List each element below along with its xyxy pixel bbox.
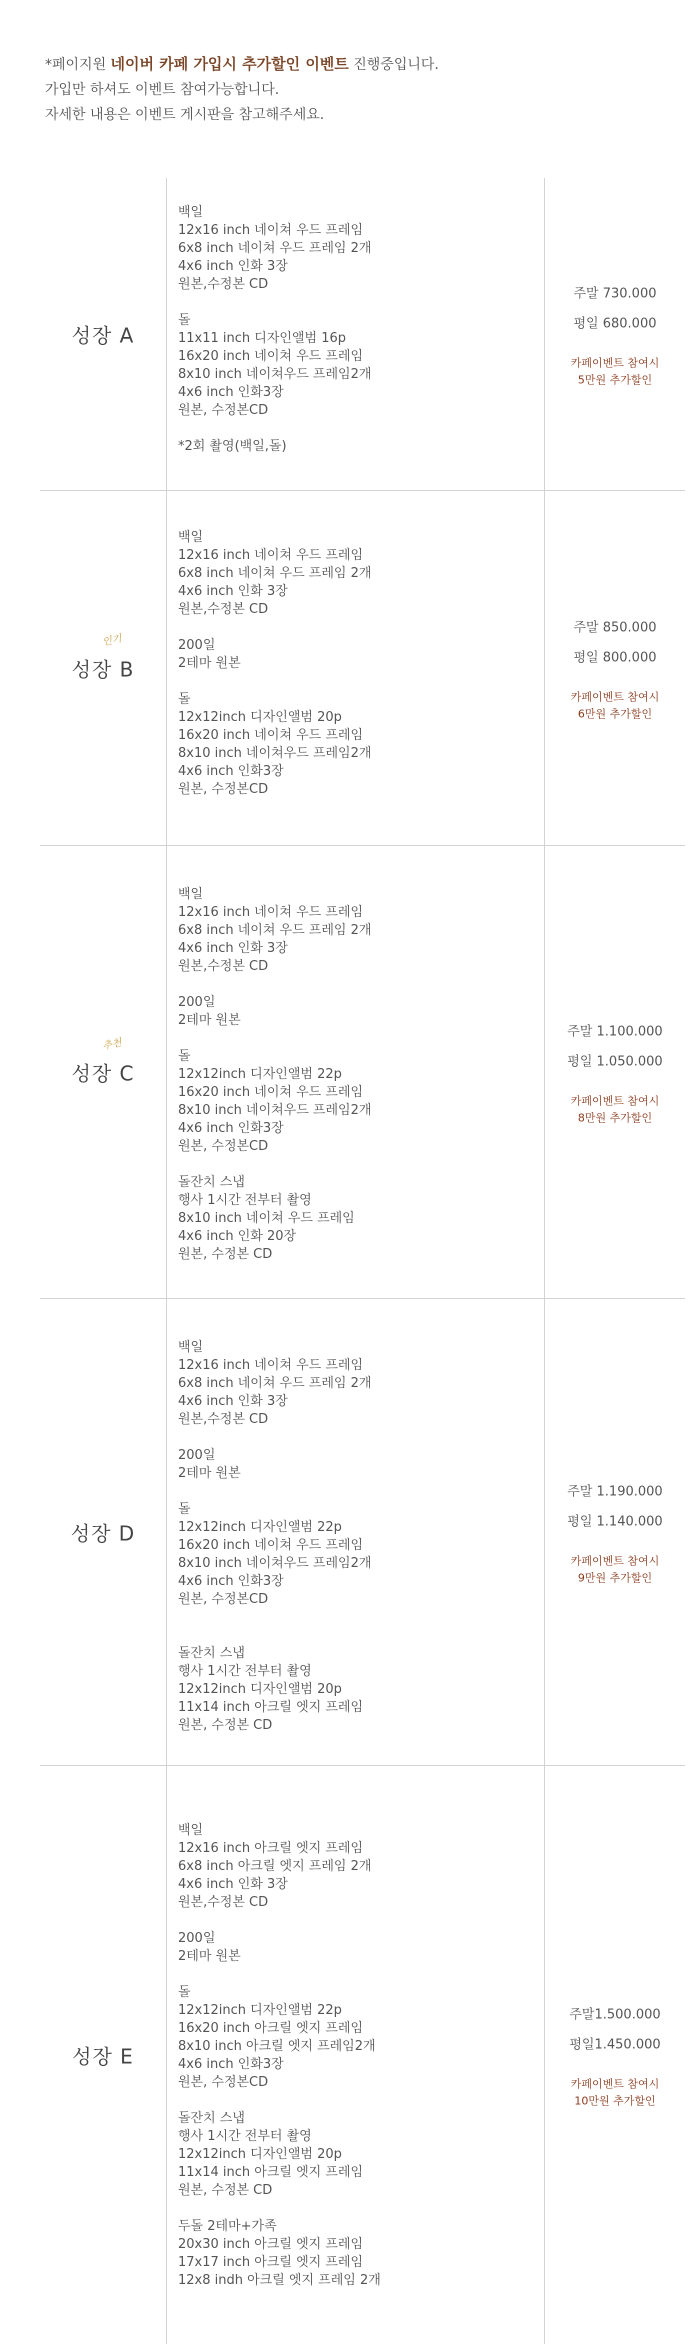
- detail-line: 4x6 inch 인화 3장: [178, 259, 288, 274]
- detail-line: 12x12inch 디자인앨범 22p: [178, 2003, 342, 2018]
- cafe-discount: [545, 355, 685, 389]
- detail-line: 16x20 inch 네이쳐 우드 프레임: [178, 349, 364, 364]
- weekend-price: 주말 850.000: [573, 620, 657, 636]
- detail-group-party-snap: [178, 2110, 381, 2200]
- promo-line-1: 카페이벤트 참여시: [570, 1094, 660, 1108]
- promo-line-2: 10만원 추가할인: [574, 2094, 656, 2108]
- detail-line: 12x12inch 디자인앨범 22p: [178, 1067, 342, 1082]
- detail-line: 4x6 inch 인화 3장: [178, 1877, 288, 1892]
- detail-line: 4x6 inch 인화3장: [178, 1574, 284, 1589]
- detail-line: 2테마 원본: [178, 656, 241, 671]
- detail-group-100day: [178, 204, 371, 294]
- detail-line: 8x10 inch 네이쳐우드 프레임2개: [178, 1103, 372, 1118]
- detail-line: 돌: [178, 692, 191, 707]
- detail-line: 6x8 inch 네이쳐 우드 프레임 2개: [178, 923, 372, 938]
- package-details: [178, 1822, 381, 2308]
- package-row-d: [40, 1298, 685, 1765]
- promo-line-1: 카페이벤트 참여시: [570, 1554, 660, 1568]
- detail-line: 원본, 수정본CD: [178, 1592, 269, 1607]
- detail-line: 8x10 inch 아크릴 엣지 프레임2개: [178, 2039, 376, 2054]
- package-price-cell: [544, 846, 685, 1298]
- detail-group-second-birthday: [178, 2218, 381, 2290]
- detail-line: 원본, 수정본CD: [178, 1139, 269, 1154]
- cafe-discount: [545, 689, 685, 723]
- detail-line: 11x14 inch 아크릴 엣지 프레임: [178, 2165, 364, 2180]
- detail-line: 백일: [178, 887, 204, 902]
- detail-line: 17x17 inch 아크릴 엣지 프레임: [178, 2255, 364, 2270]
- promo-line-1: 카페이벤트 참여시: [570, 690, 660, 704]
- package-row-a: [40, 178, 685, 490]
- detail-line: 12x12inch 디자인앨범 20p: [178, 2147, 342, 2162]
- detail-line: 원본,수정본 CD: [178, 1412, 269, 1427]
- detail-line: 16x20 inch 네이쳐 우드 프레임: [178, 728, 364, 743]
- package-details: [178, 1339, 371, 1753]
- detail-line: 16x20 inch 네이쳐 우드 프레임: [178, 1085, 364, 1100]
- package-price-cell: [544, 178, 685, 490]
- detail-line: 12x16 inch 네이쳐 우드 프레임: [178, 548, 364, 563]
- detail-line: 16x20 inch 네이쳐 우드 프레임: [178, 1538, 364, 1553]
- detail-group-first-birthday: [178, 1048, 371, 1156]
- detail-group-first-birthday: [178, 1501, 371, 1609]
- detail-group-100day: [178, 529, 371, 619]
- detail-line: 12x12inch 디자인앨범 22p: [178, 1520, 342, 1535]
- detail-line: 두돌 2테마+가족: [178, 2219, 277, 2234]
- detail-line: 4x6 inch 인화 20장: [178, 1229, 297, 1244]
- detail-line: 12x12inch 디자인앨범 20p: [178, 710, 342, 725]
- notice-line-1: [45, 52, 439, 78]
- detail-line: 6x8 inch 네이쳐 우드 프레임 2개: [178, 1376, 372, 1391]
- detail-line: *2회 촬영(백일,돌): [178, 439, 287, 454]
- detail-line: 백일: [178, 530, 204, 545]
- detail-line: 12x16 inch 네이쳐 우드 프레임: [178, 905, 364, 920]
- detail-line: 4x6 inch 인화3장: [178, 385, 284, 400]
- detail-group-first-birthday: [178, 312, 371, 420]
- detail-line: 행사 1시간 전부터 촬영: [178, 1193, 312, 1208]
- detail-line: 12x16 inch 네이쳐 우드 프레임: [178, 223, 364, 238]
- detail-line: 4x6 inch 인화 3장: [178, 584, 288, 599]
- detail-line: 2테마 원본: [178, 1949, 241, 1964]
- weekday-price: 평일 1.140.000: [567, 1514, 663, 1530]
- package-details: [178, 529, 371, 817]
- detail-line: 11x11 inch 디자인앨범 16p: [178, 331, 346, 346]
- weekend-price: 주말 1.100.000: [567, 1024, 663, 1040]
- detail-line: 200일: [178, 1448, 216, 1463]
- notice-suffix: 진행중입니다.: [348, 57, 439, 73]
- detail-line: 12x12inch 디자인앨범 20p: [178, 1682, 342, 1697]
- package-table: [40, 178, 685, 2344]
- package-price-cell: [544, 1299, 685, 1765]
- promo-line-2: 8만원 추가할인: [577, 1111, 653, 1125]
- recommend-tag: 추천: [100, 1037, 123, 1053]
- detail-line: 행사 1시간 전부터 촬영: [178, 1664, 312, 1679]
- detail-group-100day: [178, 1822, 381, 1912]
- detail-line: 원본,수정본 CD: [178, 277, 269, 292]
- detail-line: 8x10 inch 네이쳐우드 프레임2개: [178, 367, 372, 382]
- promo-line-1: 카페이벤트 참여시: [570, 356, 660, 370]
- weekday-price: 평일 680.000: [573, 316, 657, 332]
- detail-line: 돌: [178, 1049, 191, 1064]
- weekday-price: 평일 800.000: [573, 650, 657, 666]
- promo-line-2: 6만원 추가할인: [577, 707, 653, 721]
- detail-line: 20x30 inch 아크릴 엣지 프레임: [178, 2237, 364, 2252]
- popular-tag: 인기: [101, 633, 123, 649]
- detail-group-200day: [178, 637, 371, 673]
- notice-line-2: 가입만 하셔도 이벤트 참여가능합니다.: [45, 82, 280, 98]
- detail-line: 원본,수정본 CD: [178, 959, 269, 974]
- detail-line: 백일: [178, 1823, 204, 1838]
- detail-line: 16x20 inch 아크릴 엣지 프레임: [178, 2021, 364, 2036]
- detail-group-100day: [178, 886, 371, 976]
- weekday-price: 평일1.450.000: [569, 2037, 661, 2053]
- detail-group-200day: [178, 1930, 381, 1966]
- detail-group-200day: [178, 994, 371, 1030]
- detail-line: 행사 1시간 전부터 촬영: [178, 2129, 312, 2144]
- package-price-cell: [544, 1766, 685, 2344]
- detail-line: 돌잔치 스냅: [178, 2111, 245, 2126]
- detail-line: 6x8 inch 네이쳐 우드 프레임 2개: [178, 241, 372, 256]
- detail-line: 6x8 inch 네이쳐 우드 프레임 2개: [178, 566, 372, 581]
- detail-line: 원본, 수정본CD: [178, 2075, 269, 2090]
- detail-line: 12x16 inch 네이쳐 우드 프레임: [178, 1358, 364, 1373]
- detail-line: 8x10 inch 네이쳐우드 프레임2개: [178, 746, 372, 761]
- detail-line: 11x14 inch 아크릴 엣지 프레임: [178, 1700, 364, 1715]
- package-name-cell: [40, 846, 167, 1298]
- detail-line: 원본, 수정본 CD: [178, 1247, 273, 1262]
- package-row-e: [40, 1765, 685, 2344]
- package-name: 성장 C: [71, 1061, 135, 1086]
- detail-line: 돌: [178, 1502, 191, 1517]
- detail-group-party-snap: [178, 1645, 371, 1735]
- package-name: 성장 B: [71, 657, 135, 682]
- package-name-cell: [40, 178, 167, 490]
- event-notice: [45, 52, 439, 128]
- detail-line: 4x6 inch 인화3장: [178, 1121, 284, 1136]
- detail-group-100day: [178, 1339, 371, 1429]
- detail-line: 2테마 원본: [178, 1013, 241, 1028]
- detail-group-party-snap: [178, 1174, 371, 1264]
- detail-group-first-birthday: [178, 691, 371, 799]
- weekday-price: 평일 1.050.000: [567, 1054, 663, 1070]
- package-details: [178, 204, 371, 474]
- package-name: 성장 E: [72, 2044, 134, 2069]
- weekend-price: 주말 730.000: [573, 286, 657, 302]
- detail-line: 12x16 inch 아크릴 엣지 프레임: [178, 1841, 364, 1856]
- detail-line: 백일: [178, 205, 204, 220]
- cafe-discount: [545, 1553, 685, 1587]
- cafe-discount: [545, 1093, 685, 1127]
- detail-line: 4x6 inch 인화 3장: [178, 941, 288, 956]
- detail-line: 돌: [178, 1985, 191, 2000]
- detail-line: 원본,수정본 CD: [178, 1895, 269, 1910]
- package-name-cell: [40, 1766, 167, 2344]
- detail-line: 4x6 inch 인화3장: [178, 2057, 284, 2072]
- detail-line: 200일: [178, 638, 216, 653]
- package-row-b: [40, 490, 685, 845]
- detail-line: 6x8 inch 아크릴 엣지 프레임 2개: [178, 1859, 372, 1874]
- detail-line: 8x10 inch 네이쳐 우드 프레임: [178, 1211, 355, 1226]
- promo-line-2: 9만원 추가할인: [577, 1571, 653, 1585]
- detail-group-200day: [178, 1447, 371, 1483]
- detail-line: 원본, 수정본 CD: [178, 2183, 273, 2198]
- package-name-cell: [40, 491, 167, 845]
- detail-line: 백일: [178, 1340, 204, 1355]
- detail-line: 200일: [178, 995, 216, 1010]
- promo-line-1: 카페이벤트 참여시: [570, 2077, 660, 2091]
- package-details: [178, 886, 371, 1282]
- detail-group-first-birthday: [178, 1984, 381, 2092]
- detail-line: 200일: [178, 1931, 216, 1946]
- notice-prefix: *페이지원: [45, 57, 111, 73]
- detail-line: 원본,수정본 CD: [178, 602, 269, 617]
- notice-line-3: 자세한 내용은 이벤트 게시판을 참고해주세요.: [45, 107, 325, 123]
- detail-line: 돌: [178, 313, 191, 328]
- detail-line: 4x6 inch 인화3장: [178, 764, 284, 779]
- detail-group-note: [178, 438, 371, 456]
- package-name: 성장 A: [71, 323, 135, 348]
- detail-line: 원본, 수정본 CD: [178, 1718, 273, 1733]
- detail-line: 8x10 inch 네이쳐우드 프레임2개: [178, 1556, 372, 1571]
- detail-line: 원본, 수정본CD: [178, 782, 269, 797]
- package-name: 성장 D: [70, 1521, 136, 1546]
- weekend-price: 주말 1.190.000: [567, 1484, 663, 1500]
- detail-line: 원본, 수정본CD: [178, 403, 269, 418]
- notice-highlight: 네이버 카페 가입시 추가할인 이벤트: [110, 55, 349, 73]
- package-price-cell: [544, 491, 685, 845]
- detail-line: 돌잔치 스냅: [178, 1175, 245, 1190]
- package-name-cell: [40, 1299, 167, 1765]
- weekend-price: 주말1.500.000: [569, 2007, 661, 2023]
- detail-line: 돌잔치 스냅: [178, 1646, 245, 1661]
- detail-line: 2테마 원본: [178, 1466, 241, 1481]
- cafe-discount: [545, 2076, 685, 2110]
- detail-line: 4x6 inch 인화 3장: [178, 1394, 288, 1409]
- detail-line: 12x8 indh 아크릴 엣지 프레임 2개: [178, 2273, 381, 2288]
- promo-line-2: 5만원 추가할인: [577, 373, 653, 387]
- package-row-c: [40, 845, 685, 1298]
